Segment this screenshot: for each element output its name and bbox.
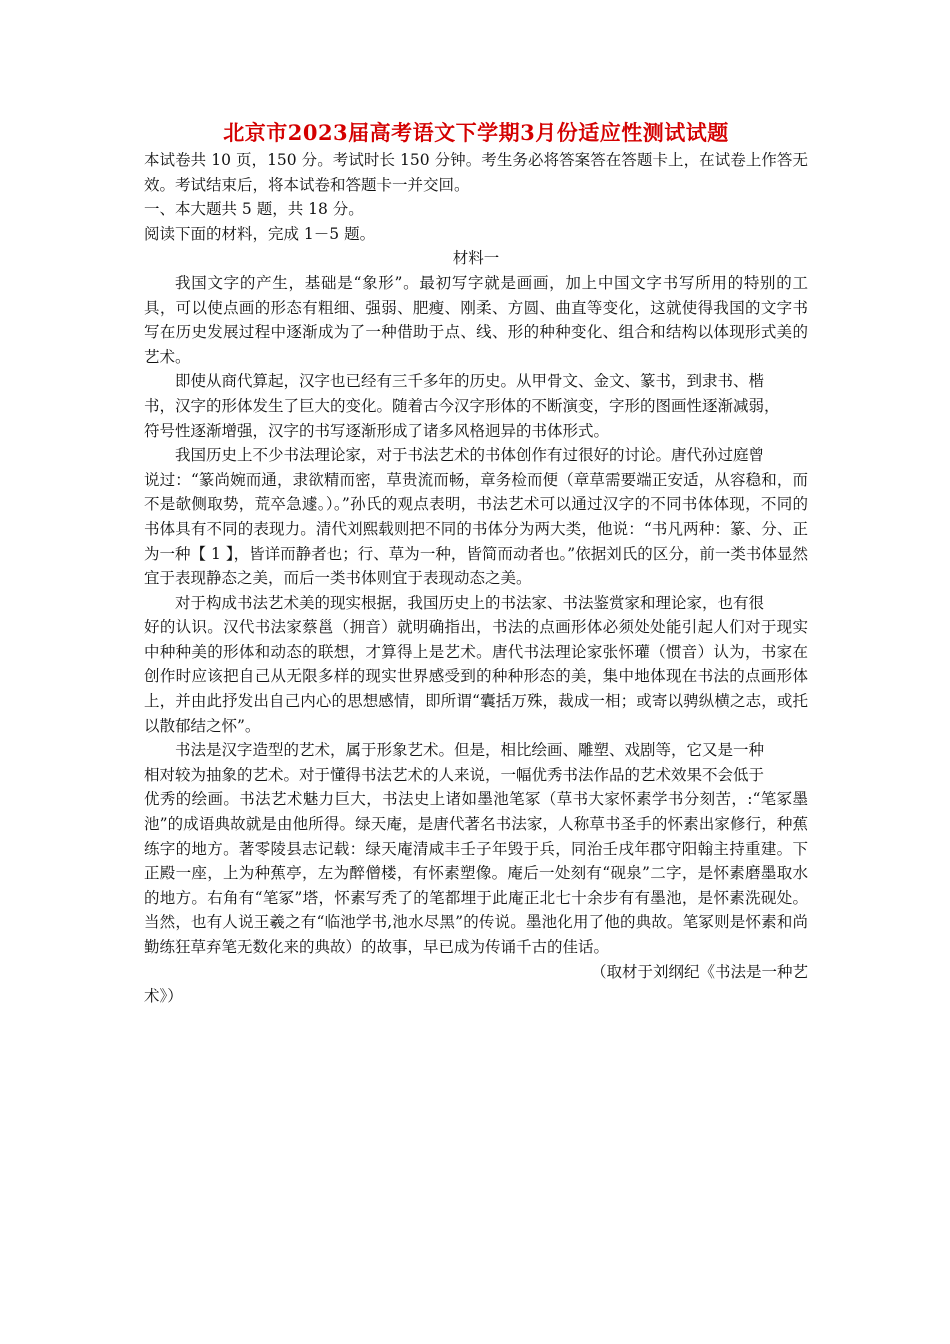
paragraph-4-line-1: 对于构成书法艺术美的现实根据，我国历史上的书法家、书法鉴赏家和理论家，也有很 bbox=[175, 593, 765, 612]
paragraph-5-body: 优秀的绘画。书法艺术魅力巨大，书法史上诸如墨池笔冢（草书大家怀素学书分刻苦，:“笔冢墨池”的成语典故就是由他所得。绿天庵，是唐代著名书法家，人称草书圣手的怀素出家修行，种蕉练字的地方。著零陵县志记载：绿天庵清咸丰壬子年毁于兵，同治壬戌年郡守阳翰主持重建。下正殿一座，上为种蕉亭，左为醉僧楼，有怀素塑像。庵后一处刻有“砚泉”二字，是怀素磨墨取水的地方。右角有“笔冢”塔，怀素写秃了的笔都埋于此庵正北七十余步有有墨池，是怀素洗砚处。当然，也有人说王羲之有“临池学书,池水尽黑”的传说。墨池化用了他的典故。笔冢则是怀素和尚勤练狂草弃笔无数化来的典故）的故事，早已成为传诵千古的佳话。 bbox=[144, 790, 808, 956]
paragraph-5-line-1: 书法是汉字造型的艺术，属于形象艺术。但是，相比绘画、雕塑、戏剧等，它又是一种 bbox=[175, 741, 765, 760]
paragraph-2-line-3: 符号性逐渐增强，汉字的书写逐渐形成了诸多风格迥异的书体形式。 bbox=[144, 421, 610, 440]
source-citation-line-2: 术》） bbox=[144, 987, 183, 1006]
exam-instructions: 本试卷共 10 页，150 分。考试时长 150 分钟。考生务必将答案答在答题卡上，在试卷上作答无效。考试结束后，将本试卷和答题卡一并交回。 bbox=[144, 151, 808, 194]
material-heading: 材料一 bbox=[452, 249, 500, 268]
document-title: 北京市2023届高考语文下学期3月份适应性测试试题 bbox=[223, 120, 729, 145]
paragraph-2-line-1: 即使从商代算起，汉字也已经有三千多年的历史。从甲骨文、金文、篆书，到隶书、楷 bbox=[175, 372, 765, 391]
paragraph-3-body: 说过：“篆尚婉而通，隶欲精而密，草贵流而畅，章务检而便（章草需要端正安适，从容稳和，而不是欹侧取势，荒卒急遽。）。”孙氏的观点表明，书法艺术可以通过汉字的不同书体体现，不同的书体具有不同的表现力。清代刘熙载则把不同的书体分为两大类，他说：“书凡两种：篆、分、正为一种【 1 】，皆详而静者也；行、草为一种，皆简而动者也。”依据刘氏的区分，前一类书体显然宜于表现静态之美，而后一类书体则宜于表现动态之美。 bbox=[144, 470, 808, 588]
paragraph-5-line-2: 相对较为抽象的艺术。对于懂得书法艺术的人来说，一幅优秀书法作品的艺术效果不会低于 bbox=[144, 765, 765, 784]
paragraph-1: 我国文字的产生，基础是“象形”。最初写字就是画画，加上中国文字书写所用的特别的工具，可以使点画的形态有粗细、强弱、肥瘦、刚柔、方圆、曲直等变化，这就使得我国的文字书写在历史发展过程中逐渐成为了一种借助于点、线、形的种种变化、组合和结构以体现形式美的艺术。 bbox=[144, 273, 808, 366]
source-citation-line-1: （取材于刘纲纪《书法是一种艺 bbox=[590, 962, 808, 981]
paragraph-3-line-1: 我国历史上不少书法理论家，对于书法艺术的书体创作有过很好的讨论。唐代孙过庭曾 bbox=[175, 446, 765, 465]
section-heading: 一、本大题共 5 题，共 18 分。 bbox=[144, 200, 364, 219]
paragraph-4-body: 好的认识。汉代书法家蔡邕（拥音）就明确指出，书法的点画形体必须处处能引起人们对于现实中种种美的形体和动态的联想，才算得上是艺术。唐代书法理论家张怀瓘（惯音）认为，书家在创作时应该把自己从无限多样的现实世界感受到的种种形态的美，集中地体现在书法的点画形体上，并由此抒发出自己内心的思想感情，即所谓“囊括万殊，裁成一相；或寄以骋纵横之志，或托以散郁结之怀”。 bbox=[144, 618, 808, 735]
paragraph-2-line-2: 书，汉字的形体发生了巨大的变化。随着古今汉字形体的不断演变，字形的图画性逐渐减弱， bbox=[144, 396, 780, 415]
reading-instruction: 阅读下面的材料，完成 1－5 题。 bbox=[144, 224, 376, 243]
